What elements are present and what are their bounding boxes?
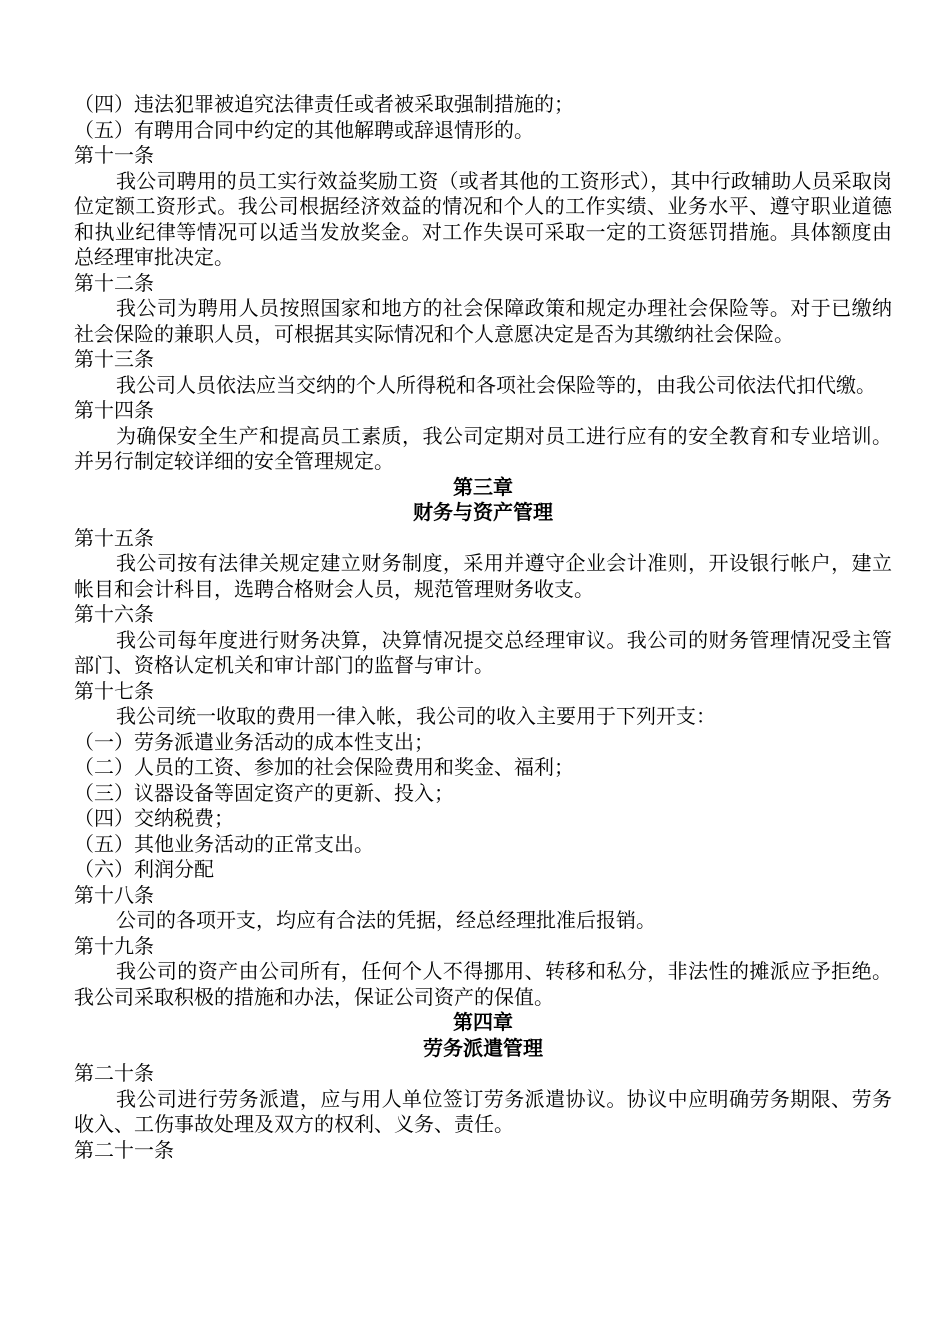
article-heading: 第二十一条 xyxy=(74,1137,174,1162)
article-heading: 第十八条 xyxy=(74,882,154,907)
list-item: （四）违法犯罪被追究法律责任或者被采取强制措施的； xyxy=(74,92,574,116)
chapter-number: 第四章 xyxy=(453,1010,513,1034)
article-body: 我公司为聘用人员按照国家和地方的社会保障政策和规定办理社会保险等。对于已缴纳社会保险的兼职人员，可根据其实际情况和个人意愿决定是否为其缴纳社会保险。 xyxy=(74,296,892,346)
article-heading: 第十三条 xyxy=(74,347,154,371)
list-item: （五）其他业务活动的正常支出。 xyxy=(74,831,374,856)
list-item: （五）有聘用合同中约定的其他解聘或辞退情形的。 xyxy=(74,117,534,142)
list-item: （三）议器设备等固定资产的更新、投入； xyxy=(74,780,454,805)
article-heading: 第二十条 xyxy=(74,1061,154,1085)
article-heading: 第十五条 xyxy=(74,525,154,550)
chapter-number: 第三章 xyxy=(453,474,513,499)
article-heading: 第十一条 xyxy=(74,143,154,167)
article-body: 我公司聘用的员工实行效益奖励工资（或者其他的工资形式），其中行政辅助人员采取岗位定额工资形式。我公司根据经济效益的情况和个人的工作实绩、业务水平、遵守职业道德和执业纪律等情况可以适当发放奖金。对工作失误可采取一定的工资惩罚措施。具体额度由总经理审批决定。 xyxy=(74,168,892,269)
article-heading: 第十六条 xyxy=(74,602,154,626)
list-item: （六）利润分配 xyxy=(74,857,214,881)
article-heading: 第十九条 xyxy=(74,933,154,958)
list-item: （四）交纳税费； xyxy=(74,806,234,830)
list-item: （一）劳务派遣业务活动的成本性支出； xyxy=(74,729,434,754)
article-body: 我公司人员依法应当交纳的个人所得税和各项社会保险等的，由我公司依法代扣代缴。 xyxy=(116,372,876,397)
chapter-title: 财务与资产管理 xyxy=(413,500,553,524)
article-body: 为确保安全生产和提高员工素质，我公司定期对员工进行应有的安全教育和专业培训。并另行制定较详细的安全管理规定。 xyxy=(74,423,892,473)
article-body: 公司的各项开支，均应有合法的凭据，经总经理批准后报销。 xyxy=(116,908,656,932)
list-item: （二）人员的工资、参加的社会保险费用和奖金、福利； xyxy=(74,755,574,779)
article-heading: 第十四条 xyxy=(74,398,154,422)
article-heading: 第十二条 xyxy=(74,270,154,295)
article-heading: 第十七条 xyxy=(74,678,154,703)
article-body: 我公司统一收取的费用一律入帐，我公司的收入主要用于下列开支： xyxy=(116,704,716,728)
article-body: 我公司进行劳务派遣，应与用人单位签订劳务派遣协议。协议中应明确劳务期限、劳务收入、工伤事故处理及双方的权利、义务、责任。 xyxy=(74,1086,892,1136)
article-body: 我公司按有法律关规定建立财务制度，采用并遵守企业会计准则，开设银行帐户，建立帐目和会计科目，选聘合格财会人员，规范管理财务收支。 xyxy=(74,551,892,601)
document-page xyxy=(74,92,892,1163)
article-body: 我公司的资产由公司所有，任何个人不得挪用、转移和私分，非法性的摊派应予拒绝。我公司采取积极的措施和办法，保证公司资产的保值。 xyxy=(74,959,892,1009)
article-body: 我公司每年度进行财务决算，决算情况提交总经理审议。我公司的财务管理情况受主管部门、资格认定机关和审计部门的监督与审计。 xyxy=(74,627,892,677)
chapter-title: 劳务派遣管理 xyxy=(423,1035,543,1060)
